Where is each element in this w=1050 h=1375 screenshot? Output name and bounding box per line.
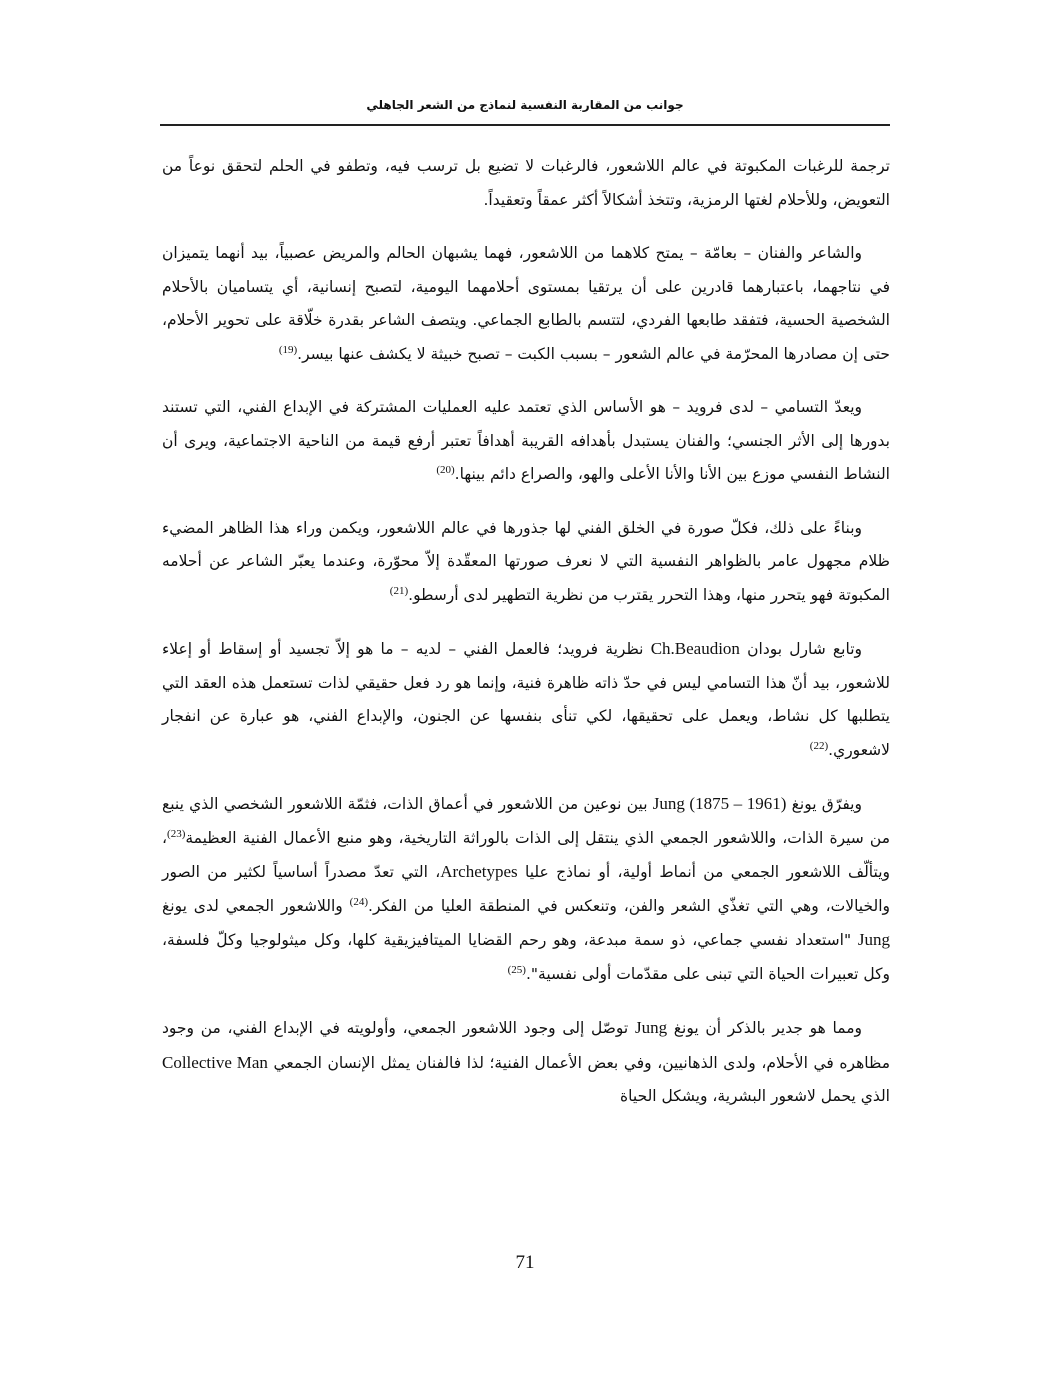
latin-term: Archetypes bbox=[440, 862, 518, 881]
paragraph bbox=[162, 632, 890, 767]
latin-term: Jung bbox=[857, 930, 890, 949]
paragraph-text: نظرية فرويد؛ فالعمل الفني – لديه – ما هو إلاّ تجسيد أو إسقاط أو إعلاء للاشعور، بيد أنّ هذا التسامي ليس في حدّ ذاته ظاهرة فنية، وإنما هو رد فعل حقيقي لذات تستعمل هذه العقد التي يتطلبها كل نشاط، ويعمل على تحقيقها، لكي تنأى بنفسها عن الجنون، والإبداع الفني، هو عبارة عن انفجار لاشعوري. bbox=[162, 640, 890, 759]
footnote-reference: (22) bbox=[809, 739, 829, 752]
footnote-reference: (19) bbox=[278, 343, 298, 356]
latin-term: Jung (1875 – 1961) bbox=[652, 794, 787, 813]
paragraph-text: ، ويتألّف اللاشعور الجمعي من أنماط أولية، أو نماذج عليا bbox=[162, 828, 890, 881]
footnote-reference: (24) bbox=[349, 895, 369, 908]
page-number: 71 bbox=[515, 1252, 535, 1273]
paragraph bbox=[162, 237, 890, 371]
footnote-reference: (21) bbox=[389, 584, 409, 597]
latin-term: Ch.Beaudion bbox=[650, 639, 740, 658]
paragraph bbox=[162, 1011, 890, 1114]
paragraph bbox=[162, 787, 890, 991]
paragraph-text: ويعدّ التسامي – لدى فرويد – هو الأساس الذي تعتمد عليه العمليات المشتركة في الإبداع الفني، التي تستند بدورها إلى الأثر الجنسي؛ والفنان يستبدل بأهدافه القريبة أهدافاً تعتبر أرفع قيمة من الناحية الاجتماعية، ويرى أن النشاط النفسي موزع بين الأنا والأنا الأعلى والهو، والصراع دائم بينها. bbox=[162, 398, 890, 483]
paragraph-text: وتابع شارل بودان bbox=[739, 640, 862, 658]
paragraph bbox=[162, 150, 890, 217]
footnote-reference: (23) bbox=[167, 827, 186, 840]
paragraph-text: ، التي تعدّ مصدراً أساسياً لكثير من الصور والخيالات، وهي التي تغذّي الشعر والفن، وتنعكس في المنطقة العليا من الفكر. bbox=[162, 863, 890, 915]
running-header: جوانب من المقاربة النفسية لنماذج من الشعر الجاهلي bbox=[366, 98, 684, 112]
paragraph-text: واللاشعور الجمعي لدى يونغ bbox=[162, 896, 350, 915]
paragraph-text: "استعداد نفسي جماعي، ذو سمة مبدعة، وهو رحم القضايا الميتافيزيقية كلها، وكل ميثولوجيا وكلّ فلسفة، وكل تعبيرات الحياة التي تبنى على مقدّمات أولى نفسية". bbox=[162, 931, 890, 983]
header-divider bbox=[160, 124, 890, 126]
footnote-reference: (20) bbox=[436, 463, 455, 476]
paragraph-text: ويفرّق يونغ bbox=[786, 795, 862, 813]
body-text bbox=[162, 150, 890, 1134]
paragraph-text: وبناءً على ذلك، فكلّ صورة في الخلق الفني لها جذورها في عالم اللاشعور، ويكمن وراء هذا الظاهر المضيء ظلام مجهول عامر بالظواهر النفسية التي لا نعرف صورتها المعقّدة إلاّ محوّرة، وعندما يعبّر الشاعر عن أحلامه المكبوتة فهو يتحرر منها، وهذا التحرر يقترب من نظرية التطهير لدى أرسطو. bbox=[162, 518, 890, 604]
paragraph-text: بين نوعين من اللاشعور في أعماق الذات، فثمّة اللاشعور الشخصي الذي ينبع من سيرة الذات، واللاشعور الجمعي الذي ينتقل إلى الذات بالوراثة التاريخية، وهو منبع الأعمال الفنية العظيمة bbox=[162, 795, 890, 847]
paragraph-text: ترجمة للرغبات المكبوتة في عالم اللاشعور، فالرغبات لا تضيع بل ترسب فيه، وتطفو في الحلم لتحقق نوعاً من التعويض، وللأحلام لغتها الرمزية، وتتخذ أشكالاً أكثر عمقاً وتعقيداً. bbox=[162, 157, 890, 209]
latin-term: Collective Man bbox=[162, 1052, 268, 1072]
paragraph-text: والشاعر والفنان – بعامّة – يمتح كلاهما من اللاشعور، فهما يشبهان الحالم والمريض عصبياً، بيد أنهما يتميزان في نتاجهما، باعتبارهما قادرين على أن يرتقيا بمستوى أحلامهما اليومية، لتصبح إنسانية، أي يتساميان بالأحلام الشخصية الحسية، فتفقد طابعها الفردي، لتتسم بالطابع الجماعي. ويتصف الشاعر بقدرة خلّاقة على تحوير الأحلام، حتى إن مصادرها المحرّمة في عالم الشعور – بسبب الكبت – تصبح خبيثة لا يكشف عنها بيسر. bbox=[162, 244, 890, 363]
paragraph-text: الذي يحمل لاشعور البشرية، ويشكل الحياة bbox=[620, 1087, 890, 1105]
latin-term: Jung bbox=[634, 1018, 668, 1037]
paragraph bbox=[162, 391, 890, 492]
footnote-reference: (25) bbox=[507, 963, 526, 976]
paragraph-text: توصّل إلى وجود اللاشعور الجمعي، وأولويته في الإبداع الفني، من وجود مظاهره في الأحلام، ولدى الذهانيين، وفي بعض الأعمال الفنية؛ لذا فالفنان يمثل الإنسان الجمعي bbox=[162, 1019, 890, 1072]
paragraph-text: ومما هو جدير بالذكر أن يونغ bbox=[667, 1019, 862, 1037]
paragraph bbox=[162, 512, 890, 613]
